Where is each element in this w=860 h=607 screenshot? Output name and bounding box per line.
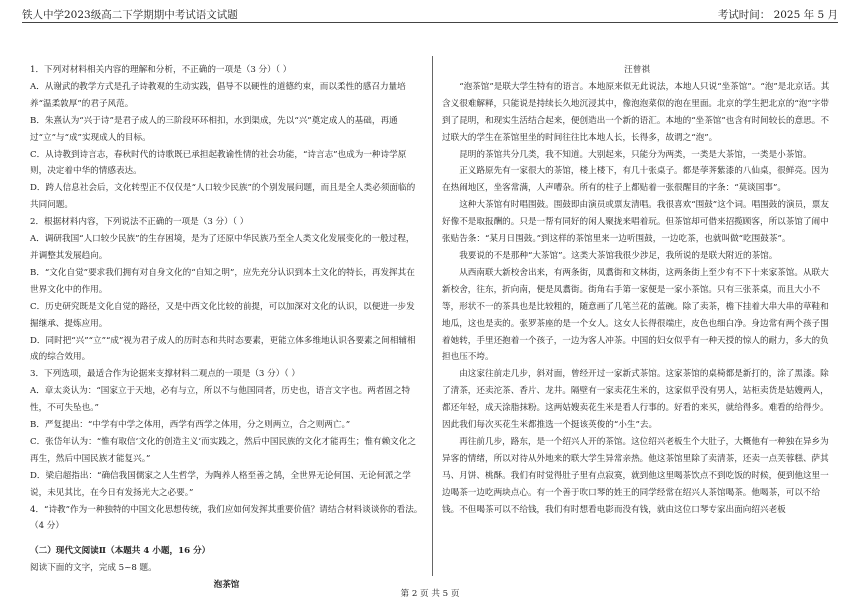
- article-paragraph: “泡茶馆”是联大学生特有的语言。本地原来似无此说法，本地人只说“坐茶馆”。“泡”是北京话。其含义很难解释，只能说是持续长久地沉浸其中，像泡泡菜似的泡在里面。北京的学生把北京的“泡”字带到了昆明，和现实生活结合起来，便创造出一个新的语汇。本地的“坐茶馆”也含有时间较长的意思。不过联大的学生在茶馆里坐的时间往往比本地人长，长得多，故谓之“泡”。: [442, 81, 830, 143]
- article-paragraph: 由这家往前走几步，斜对面，曾经开过一家新式茶馆。这家茶馆的桌椅都是新打的，涂了黑漆。除了清茶，还卖沱茶、香片、龙井。隔壁有一家卖花生米的，这家似乎没有男人，站柜卖货是姑嫂两人，都还年轻，成天涂脂抹粉。这两姑嫂卖花生米是看人行事的。好看的来买，就给得多。难看的给得少。因此我们每次买花生米都推选一个挺该英俊的“小生”去。: [442, 369, 829, 431]
- exam-time: 考试时间： 2025 年 5 月: [717, 9, 838, 21]
- option-b: B．“文化自觉”要求我们拥有对自身文化的“自知之明”，应先充分认识到本土文化的特长，再发挥其在世界文化中的作用。: [30, 267, 415, 295]
- option-c: C．从诗教到诗言志，春秋时代的诗歌既已承担起教谕性情的社会功能，“诗言志”也成为一种诗学原则，决定着中华的情感表达。: [30, 149, 407, 177]
- left-column: [30, 62, 423, 594]
- article-paragraph: 昆明的茶馆共分几类，我不知道。大别起来，只能分为两类，一类是大茶馆，一类是小茶馆。: [459, 149, 812, 160]
- page-header: [22, 6, 838, 23]
- option-a: A．从谢武的教学方式是孔子诗教观的生动实践，倡导不以硬性的道德约束，而以柔性的感召力量培养“温柔敦厚”的君子风范。: [30, 81, 406, 109]
- option-a: A．章太炎认为：“国家立于天地，必有与立，所以不与他国同者，历史也，语言文字也。两者固之特性，不可失坠也。”: [30, 386, 411, 414]
- page-number: 第 2 页 共 5 页: [400, 589, 460, 599]
- article-paragraph: 这种大茶馆有时唱围鼓。围鼓即由演员或票友清唱。我很喜欢“围鼓”这个词。唱围鼓的演员，票友好像不是取报酬的。只是一帮有同好的闲人聚拢来唱着玩。但茶馆却可借来招揽顾客，所以茶馆了闹中张贴告条：“某月日围鼓。”到这样的茶馆里来一边听围鼓，一边吃茶，也就叫做“吃围鼓茶”。: [442, 200, 829, 245]
- question-4: 4．“诗教”作为一种独特的中国文化思想传统，我们应如何发挥其重要价值？请结合材料谈谈你的看法。（4 分）: [30, 504, 423, 532]
- option-c: C．历史研究既是文化自觉的路径，又是中西文化比较的前提，可以加深对文化的认识，以便进一步发掘继承、提炼应用。: [30, 301, 415, 329]
- question-1: [30, 62, 423, 214]
- question-stem: 1．下列对材料相关内容的理解和分析，不正确的一项是（3 分）（ ）: [30, 65, 292, 75]
- right-column: [442, 62, 832, 518]
- article-title: 泡茶馆: [213, 580, 240, 591]
- option-d: D．梁启超指出：“确信我国儒家之人生哲学，为陶养人格至善之鹄，全世界无论何国、无论何派之学说，未见其比，在今日有发扬光大之必要。”: [30, 470, 411, 498]
- column-divider: [432, 56, 433, 576]
- option-c: C．张岱年认为：“惟有取信‘文化的创造主义’而实践之，然后中国民族的文化才能再生；惟有赖文化之再生，然后中国民族才能复兴。”: [30, 436, 416, 464]
- article-paragraph: 再往前几步，路东，是一个绍兴人开的茶馆。这位绍兴老板生个大肚子，大概他有一种独在异乡为异客的情绪，所以对待从外地来的联大学生异常亲热。他这茶馆里除了卖清茶，还卖一点芙蓉糕、萨其马、月饼、桃酥。我们有时觉得肚子里有点寂寞，就到他这里喝茶饮点不到吃饭的时候，便到他这里一边喝茶一边吃两块点心。有一个善于吹口琴的姓王的同学经常在绍兴人茶馆喝茶。他喝茶，可以不给钱。不但喝茶可以不给钱，我们有时想看电影而没有钱，就由这位口琴专家出面向绍兴老板: [442, 436, 829, 515]
- option-b: B．朱熹认为“兴于诗”是君子成人的三阶段环环相扣，水到渠成，先以“兴”奠定成人的基础，再通过“立”与“成”实现成人的目标。: [30, 115, 398, 143]
- section-title: （二）现代文阅读Ⅱ（本题共 4 小题，16 分）: [30, 546, 211, 557]
- question-2: [30, 214, 423, 366]
- reading-instruction: 阅读下面的文字，完成 5~8 题。: [30, 563, 157, 574]
- article-paragraph: 我要说的不是那种“大茶馆”。这类大茶馆我很少涉足，我所说的是联大附近的茶馆。: [459, 250, 778, 261]
- article-paragraph: 从西南联大新校舍出来，有两条街，凤翥街和文林街，这两条街上至少有不下十来家茶馆。从联大新校舍，往东，折向南，便是凤翥街。街角右手第一家便是一家小茶馆。只有三张茶桌，而且大小不等，形状不一的茶具也是比较粗的，随意画了几笔兰花的蓝碗。除了卖茶，檐下挂着大串大串的草鞋和地瓜，这也是卖的。张罗茶座的是一个女人。这女人长得很端庄，皮色也细白净。身边常有两个孩子围着她转，手里还抱着一个孩子，一边为客人冲茶。中国的妇女似乎有一种天授的惊人的耐力，多大的负担也压不垮。: [442, 267, 829, 363]
- article-author: 汪曾祺: [624, 65, 650, 75]
- spacer: [30, 535, 423, 543]
- exam-title: 铁人中学2023级高二下学期期中考试语文试题: [22, 9, 238, 21]
- option-a: A．调研我国“人口较少民族”的生存困境，是为了还原中华民族乃至全人类文化发展变化的一般过程，并调整其发展趋向。: [30, 234, 415, 261]
- option-d: D．跨人信息社会后，文化转型正不仅仅是“人口较少民族”的个别发展问题，而且是全人类必须面临的共同问题。: [30, 183, 416, 211]
- option-b: B．严复提出：“中学有中学之体用，西学有西学之体用，分之则两立，合之则两亡。”: [30, 420, 351, 431]
- question-stem: 2．根据材料内容，下列说法不正确的一项是（3 分）（ ）: [30, 217, 249, 228]
- option-d: D．同时把“兴”“立”“成”视为君子成人的历时态和共时态要素，更能立体多维地认识各要素之间相辅相成的综合效用。: [30, 335, 416, 363]
- question-stem: 3．下列选项，最适合作为论据来支撑材料二观点的一项是（3 分）（ ）: [30, 369, 300, 380]
- article-paragraph: 正义路原先有一家很大的茶馆，楼上楼下，有几十张桌子。都是荸荠紫漆的八仙桌，很鲜亮。因为在热闹地区，坐客常满，人声嘈杂。所有的柱子上都贴着一张很醒目的字条：“莫谈国事”。: [442, 166, 829, 194]
- question-3: [30, 366, 423, 501]
